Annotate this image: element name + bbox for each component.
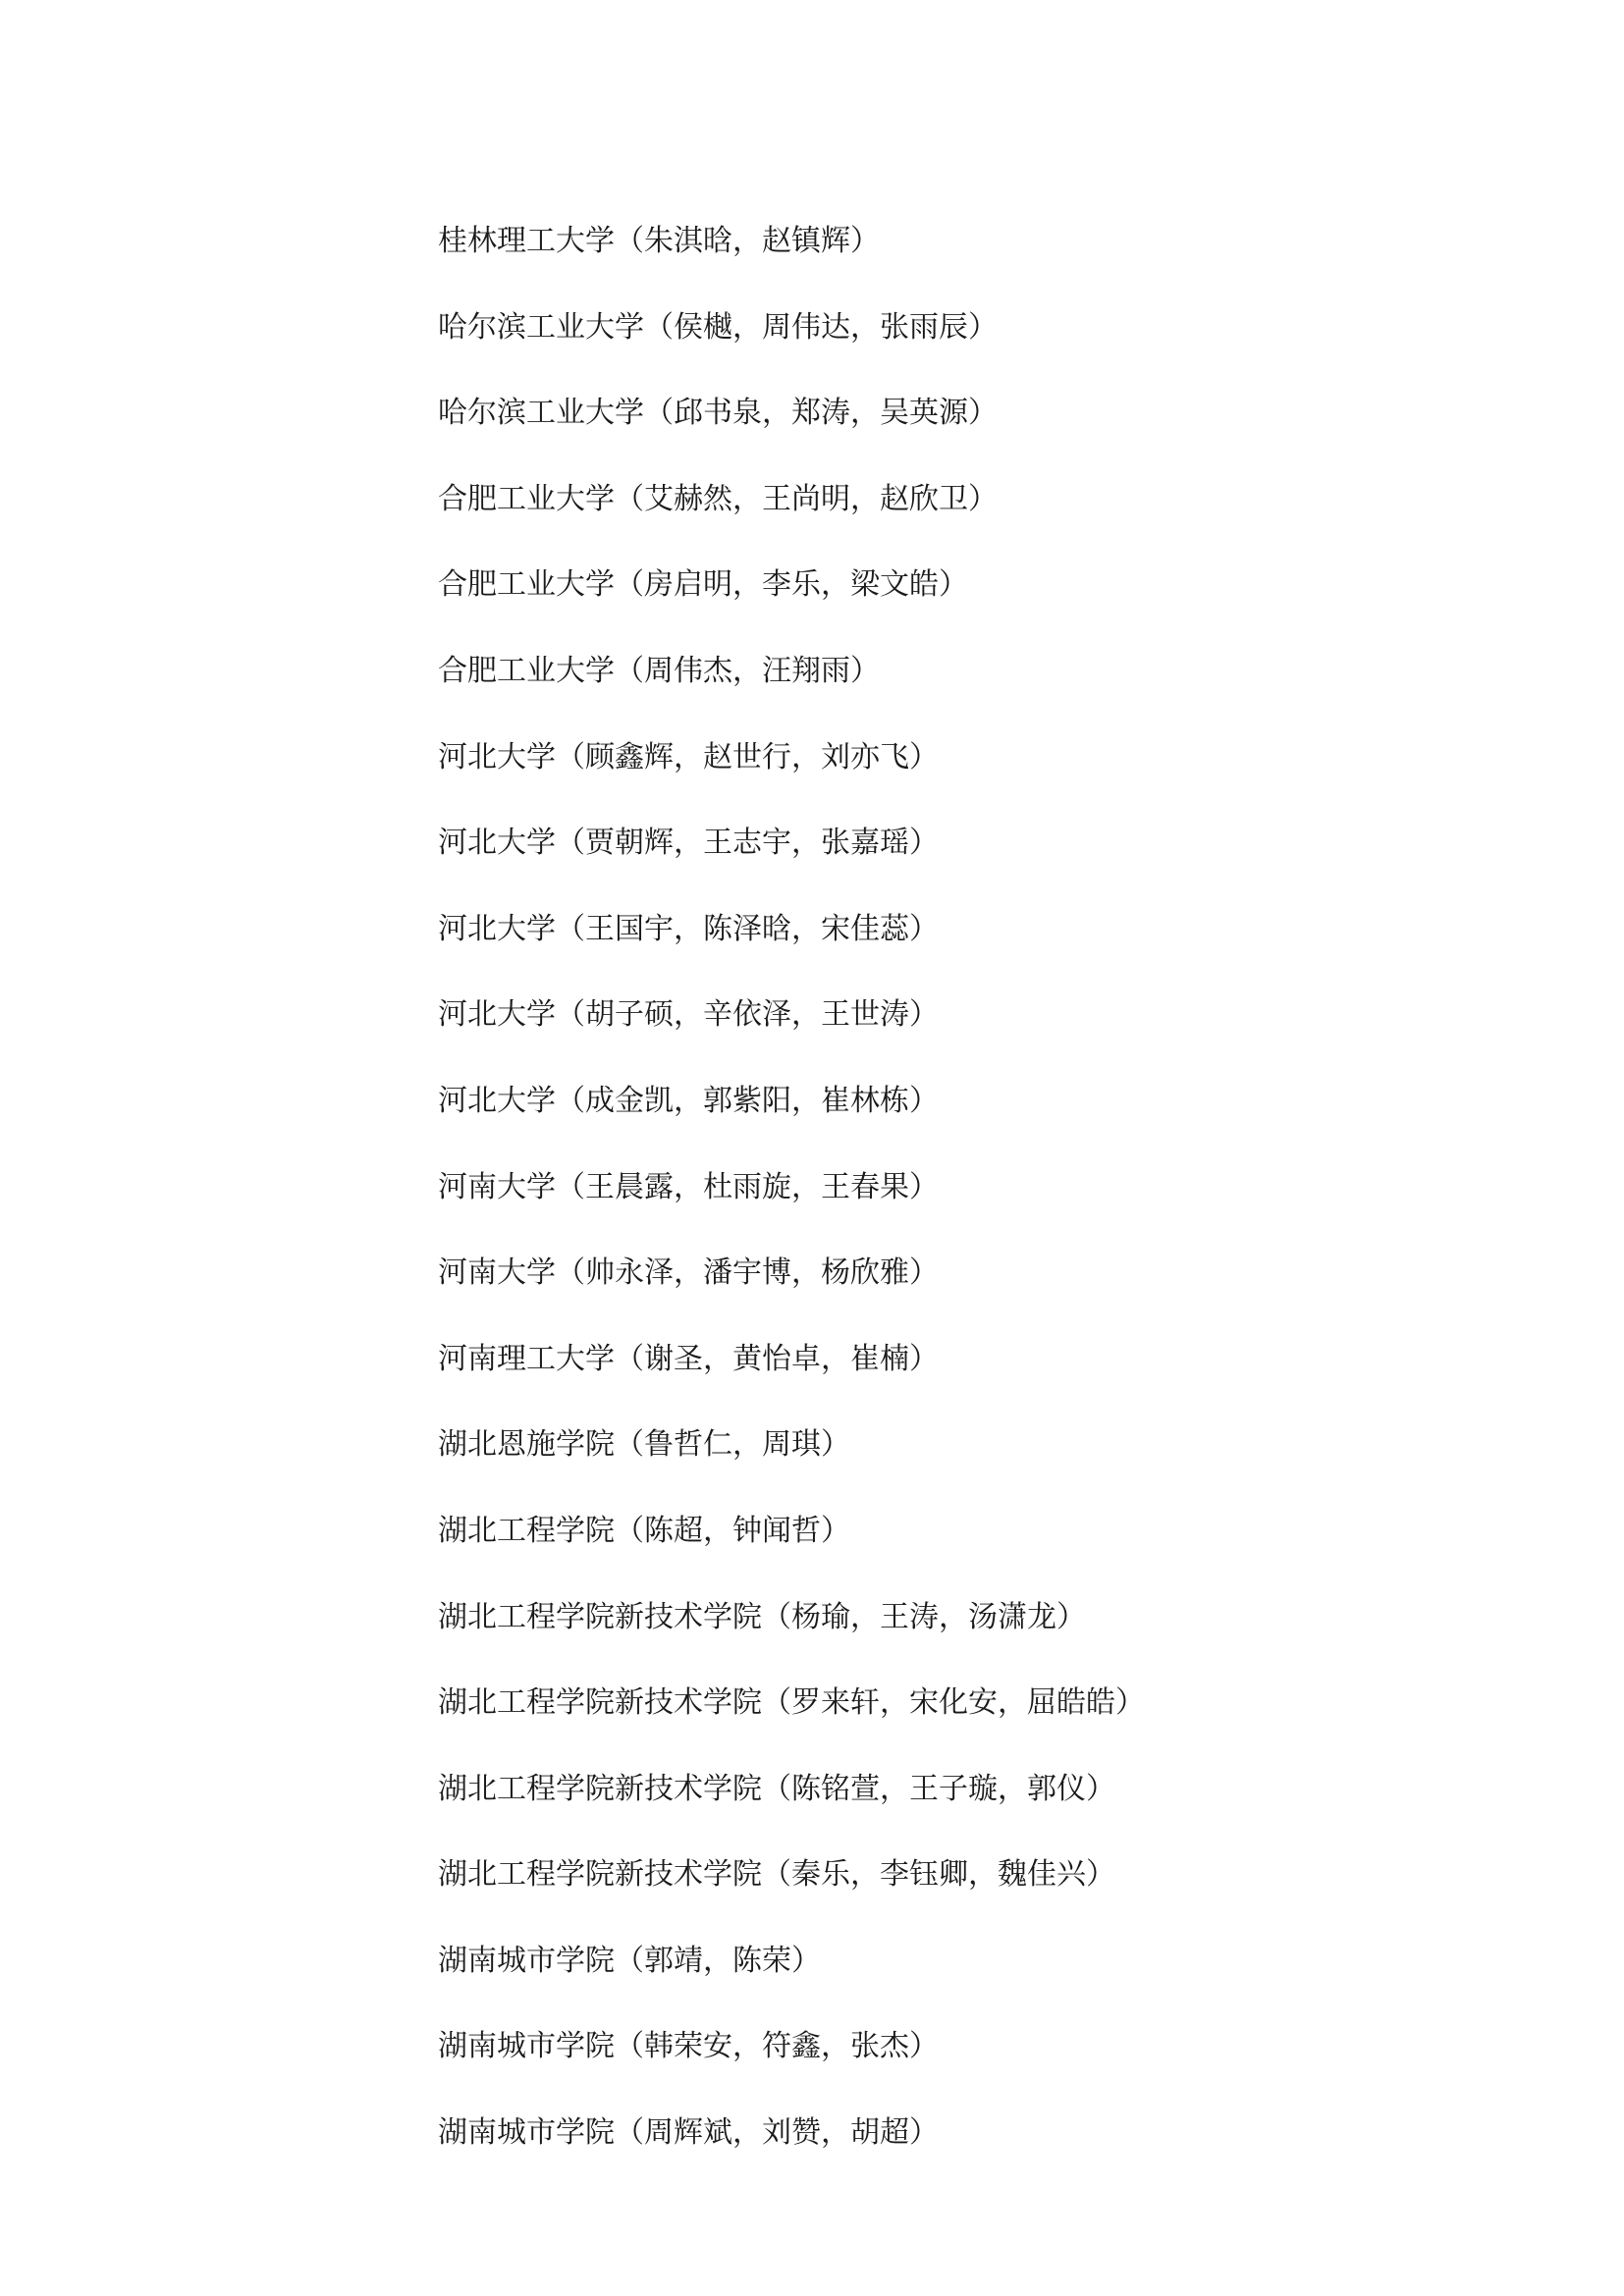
list-item: 河南大学（王晨露，杜雨旋，王春果） bbox=[438, 1169, 939, 1204]
list-item: 湖北工程学院（陈超，钟闻哲） bbox=[438, 1513, 850, 1548]
list-item: 河北大学（成金凯，郭紫阳，崔林栋） bbox=[438, 1083, 939, 1118]
list-item: 湖北工程学院新技术学院（杨瑜，王涛，汤潇龙） bbox=[438, 1599, 1086, 1634]
list-item: 哈尔滨工业大学（邱书泉，郑涛，吴英源） bbox=[438, 396, 998, 431]
list-item: 河北大学（王国宇，陈泽晗，宋佳蕊） bbox=[438, 911, 939, 946]
list-item: 桂林理工大学（朱淇晗，赵镇辉） bbox=[438, 224, 880, 258]
list-item: 湖北工程学院新技术学院（秦乐，李钰卿，魏佳兴） bbox=[438, 1857, 1115, 1893]
list-item: 河北大学（贾朝辉，王志宇，张嘉瑶） bbox=[438, 826, 939, 861]
list-item: 湖北工程学院新技术学院（罗来轩，宋化安，屈皓皓） bbox=[438, 1685, 1145, 1721]
list-item: 湖南城市学院（郭靖，陈荣） bbox=[438, 1943, 821, 1978]
list-item: 合肥工业大学（房启明，李乐，梁文皓） bbox=[438, 567, 968, 603]
list-item: 河南大学（帅永泽，潘宇博，杨欣雅） bbox=[438, 1255, 939, 1291]
list-item: 河北大学（胡子硕，辛依泽，王世涛） bbox=[438, 997, 939, 1033]
list-item: 合肥工业大学（艾赫然，王尚明，赵欣卫） bbox=[438, 481, 998, 516]
list-item: 河北大学（顾鑫辉，赵世行，刘亦飞） bbox=[438, 739, 939, 774]
list-item: 湖南城市学院（周辉斌，刘赞，胡超） bbox=[438, 2115, 939, 2151]
list-item: 合肥工业大学（周伟杰，汪翔雨） bbox=[438, 653, 880, 688]
list-item: 哈尔滨工业大学（侯樾，周伟达，张雨辰） bbox=[438, 309, 998, 345]
list-item: 河南理工大学（谢圣，黄怡卓，崔楠） bbox=[438, 1341, 939, 1376]
list-item: 湖北工程学院新技术学院（陈铭萱，王子璇，郭仪） bbox=[438, 1771, 1115, 1806]
list-item: 湖北恩施学院（鲁哲仁，周琪） bbox=[438, 1427, 850, 1463]
list-item: 湖南城市学院（韩荣安，符鑫，张杰） bbox=[438, 2029, 939, 2064]
team-list bbox=[438, 218, 1145, 2196]
